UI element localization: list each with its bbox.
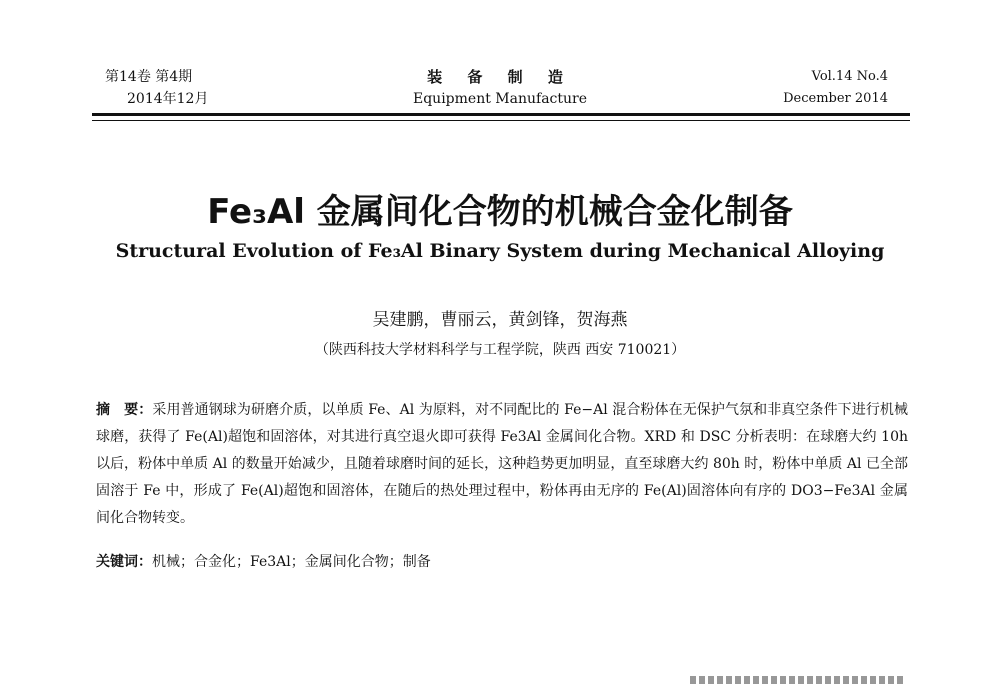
authors: 吴建鹏，曹丽云，黄剑锋，贺海燕: [372, 310, 628, 330]
volume-en: Vol.14 No.4: [811, 69, 888, 84]
keywords: [96, 549, 908, 576]
header-left: [105, 66, 208, 110]
date-en: December 2014: [783, 91, 888, 106]
header-center: [410, 66, 590, 110]
journal-name-en: Equipment Manufacture: [413, 91, 587, 107]
journal-header: [0, 0, 1000, 125]
header-rule-thick: [92, 113, 910, 116]
title-en: Structural Evolution of Fe₃Al Binary System during Mechanical Alloying: [115, 240, 885, 262]
affiliation: （陕西科技大学材料科学与工程学院，陕西 西安 710021）: [314, 342, 686, 358]
journal-name-cn: 装 备 制 造: [427, 68, 573, 86]
header-rule-thin: [92, 120, 910, 121]
abstract: [96, 397, 908, 532]
volume-cn: 第14卷 第4期: [105, 69, 193, 85]
keywords-label: 关键词：: [96, 554, 152, 570]
keywords-text: 机械；合金化；Fe3Al；金属间化合物；制备: [152, 554, 431, 570]
header-right: [783, 66, 888, 110]
date-cn: 2014年12月: [127, 91, 209, 107]
cropped-text-fragment: [690, 676, 905, 684]
title-cn: Fe₃Al 金属间化合物的机械合金化制备: [207, 192, 793, 232]
abstract-label: 摘 要：: [96, 402, 153, 418]
abstract-text: 采用普通钢球为研磨介质，以单质 Fe、Al 为原料，对不同配比的 Fe−Al 混合粉体在无保护气氛和非真空条件下进行机械球磨，获得了 Fe(Al)超饱和固溶体，对其进行真空退火即可获得 Fe3Al 金属间化合物。XRD 和 DSC 分析表明：在球磨大约 10h 以后，粉体中单质 Al 的数量开始减少，且随着球磨时间的延长，这种趋势更加明显，直至球磨大约 80h 时，粉体中单质 Al 已全部固溶于 Fe 中，形成了 Fe(Al)超饱和固溶体，在随后的热处理过程中，粉体再由无序的 Fe(Al)固溶体向有序的 DO3−Fe3Al 金属间化合物转变。: [96, 402, 909, 526]
